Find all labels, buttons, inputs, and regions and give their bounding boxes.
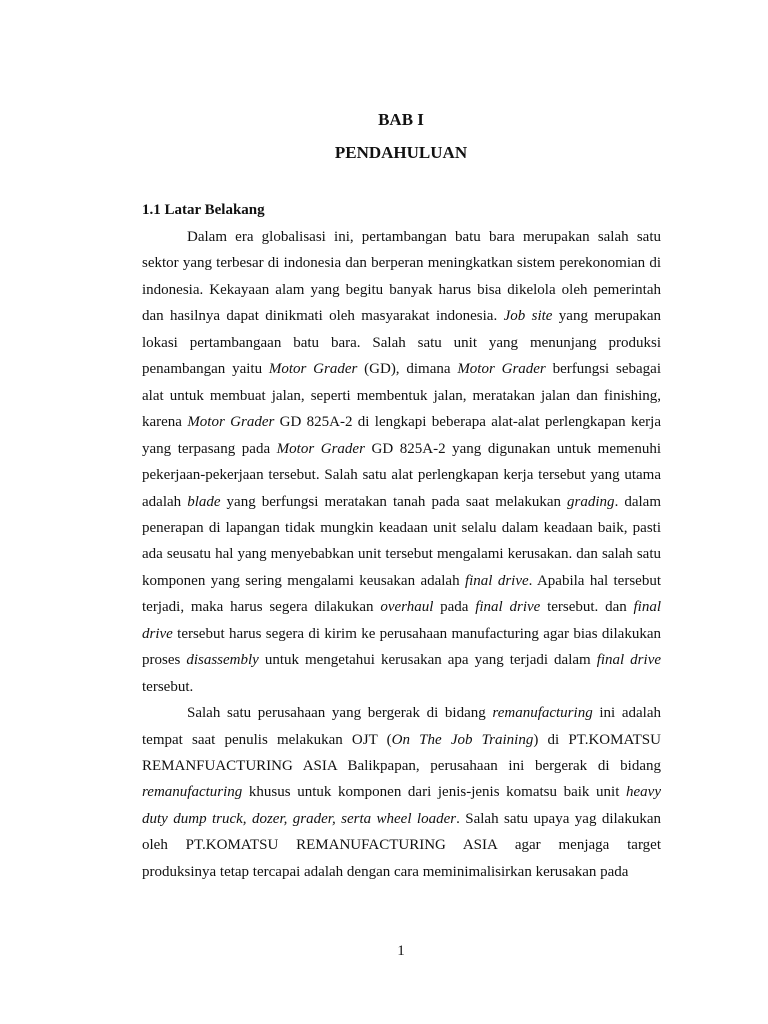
text-run: tempat saat penulis melakukan OJT (	[142, 731, 392, 748]
text-run: indonesia. Kekayaan alam yang begitu banyak harus bisa dikelola oleh pemerintah	[142, 281, 661, 298]
italic-term: final	[633, 599, 662, 616]
italic-term: final drive	[596, 652, 662, 669]
text-run: oleh PT.KOMATSU REMANUFACTURING ASIA agar menjaga target	[142, 837, 661, 854]
text-run: khusus untuk komponen dari jenis-jenis komatsu baik unit	[242, 784, 627, 801]
text-run: . Apabila hal tersebut	[528, 572, 661, 589]
italic-term: final drive	[475, 599, 541, 616]
italic-term: final drive	[464, 572, 529, 589]
paragraph-1-line	[142, 387, 661, 405]
text-run: lokasi pertambangaan batu bara. Salah satu unit yang menunjang produksi	[142, 334, 661, 351]
italic-term: On The Job Training	[391, 731, 534, 748]
text-run: yang merupakan	[552, 308, 661, 325]
paragraph-1-line	[142, 678, 661, 696]
text-run: ini adalah	[592, 705, 661, 722]
italic-term: Job site	[503, 308, 553, 325]
text-run: pekerjaan-pekerjaan tersebut. Salah satu alat perlengkapan kerja tersebut yang utama	[142, 467, 661, 484]
paragraph-2-line	[142, 731, 661, 749]
italic-term: remanufacturing	[492, 705, 593, 722]
text-run: yang berfungsi meratakan tanah pada saat melakukan	[220, 493, 568, 510]
text-run: ) di PT.KOMATSU	[533, 731, 661, 748]
paragraph-1-line	[142, 598, 661, 616]
chapter-title: PENDAHULUAN	[334, 143, 468, 162]
italic-term: Motor Grader	[268, 361, 358, 378]
paragraph-1-line	[142, 281, 661, 299]
paragraph-2-line	[187, 704, 661, 722]
paragraph-1-line	[142, 625, 661, 643]
text-run: alat untuk membuat jalan, seperti membentuk jalan, meratakan jalan dan finishing,	[142, 387, 661, 404]
text-run: berfungsi sebagai	[545, 361, 662, 378]
paragraph-1-line	[142, 360, 661, 378]
paragraph-1-line	[142, 334, 661, 352]
text-run: komponen yang sering mengalami keusakan adalah	[142, 572, 465, 589]
text-run: . Salah satu upaya yag dilakukan	[456, 810, 661, 827]
italic-term: remanufacturing	[142, 784, 243, 801]
text-run: REMANFUACTURING ASIA Balikpapan, perusahaan ini bergerak di bidang	[142, 758, 661, 774]
chapter-heading: BAB I	[378, 110, 424, 129]
text-run: pada	[433, 599, 476, 616]
paragraph-1-line	[142, 413, 661, 431]
paragraph-1-line	[187, 228, 661, 246]
paragraph-2-line	[142, 810, 661, 828]
text-run: terjadi, maka harus segera dilakukan	[142, 599, 381, 616]
text-run: GD 825A-2 yang digunakan untuk memenuhi	[364, 440, 661, 457]
text-run: penambangan yaitu	[142, 361, 269, 378]
italic-term: drive	[142, 625, 173, 642]
text-run: tersebut.	[142, 678, 194, 695]
italic-term: blade	[187, 493, 221, 510]
text-run: ada seusatu hal yang menyebabkan unit tersebut mengalami kerusakan. dan salah satu	[142, 546, 661, 563]
text-run: GD 825A-2 di lengkapi beberapa alat-alat perlengkapan kerja	[274, 414, 661, 431]
text-run: untuk mengetahui kerusakan apa yang terjadi dalam	[258, 652, 597, 669]
text-run: tersebut. dan	[540, 599, 634, 616]
text-run: . dalam	[614, 493, 662, 510]
italic-term: Motor Grader	[457, 361, 546, 378]
italic-term: duty dump truck, dozer, grader, serta wheel loader	[142, 810, 457, 827]
paragraph-2-line	[142, 836, 661, 854]
italic-term: overhaul	[380, 599, 434, 616]
text-run: proses	[142, 652, 187, 669]
text-run: karena	[142, 414, 188, 431]
italic-term: Motor Grader	[276, 440, 365, 457]
paragraph-1-line	[142, 493, 661, 511]
text-run: (GD), dimana	[357, 361, 458, 378]
text-run: yang terpasang pada	[142, 440, 277, 457]
paragraph-2-line	[142, 757, 661, 775]
text-run: tersebut harus segera di kirim ke perusahaan manufacturing agar bias dilakukan	[172, 625, 661, 642]
paragraph-1-line	[142, 519, 661, 537]
section-heading: 1.1 Latar Belakang	[142, 202, 265, 218]
text-run: Dalam era globalisasi ini, pertambangan batu bara merupakan salah satu	[187, 229, 661, 245]
page-number: 1	[397, 943, 405, 959]
text-run: produksinya tetap tercapai adalah dengan cara meminimalisirkan kerusakan pada	[142, 863, 629, 880]
paragraph-2-line	[142, 863, 661, 881]
paragraph-2-line	[142, 783, 661, 801]
text-run: Salah satu perusahaan yang bergerak di bidang	[187, 705, 493, 722]
text-run: sektor yang terbesar di indonesia dan berperan meningkatkan sistem perekonomian di	[142, 255, 661, 272]
text-run: penerapan di lapangan tidak mungkin keadaan unit selalu dalam keadaan baik, pasti	[142, 519, 661, 536]
italic-term: Motor Grader	[187, 414, 275, 431]
paragraph-1-line	[142, 466, 661, 484]
paragraph-1-line	[142, 440, 661, 458]
paragraph-1-line	[142, 307, 661, 325]
paragraph-1-line	[142, 651, 661, 669]
paragraph-1-line	[142, 545, 661, 563]
italic-term: heavy	[626, 784, 661, 801]
paragraph-1-line	[142, 572, 661, 590]
italic-term: disassembly	[186, 652, 259, 669]
text-run: dan hasilnya dapat dinikmati oleh masyarakat indonesia.	[142, 308, 504, 325]
paragraph-1-line	[142, 254, 661, 272]
italic-term: grading	[567, 493, 615, 510]
text-run: adalah	[142, 493, 188, 510]
